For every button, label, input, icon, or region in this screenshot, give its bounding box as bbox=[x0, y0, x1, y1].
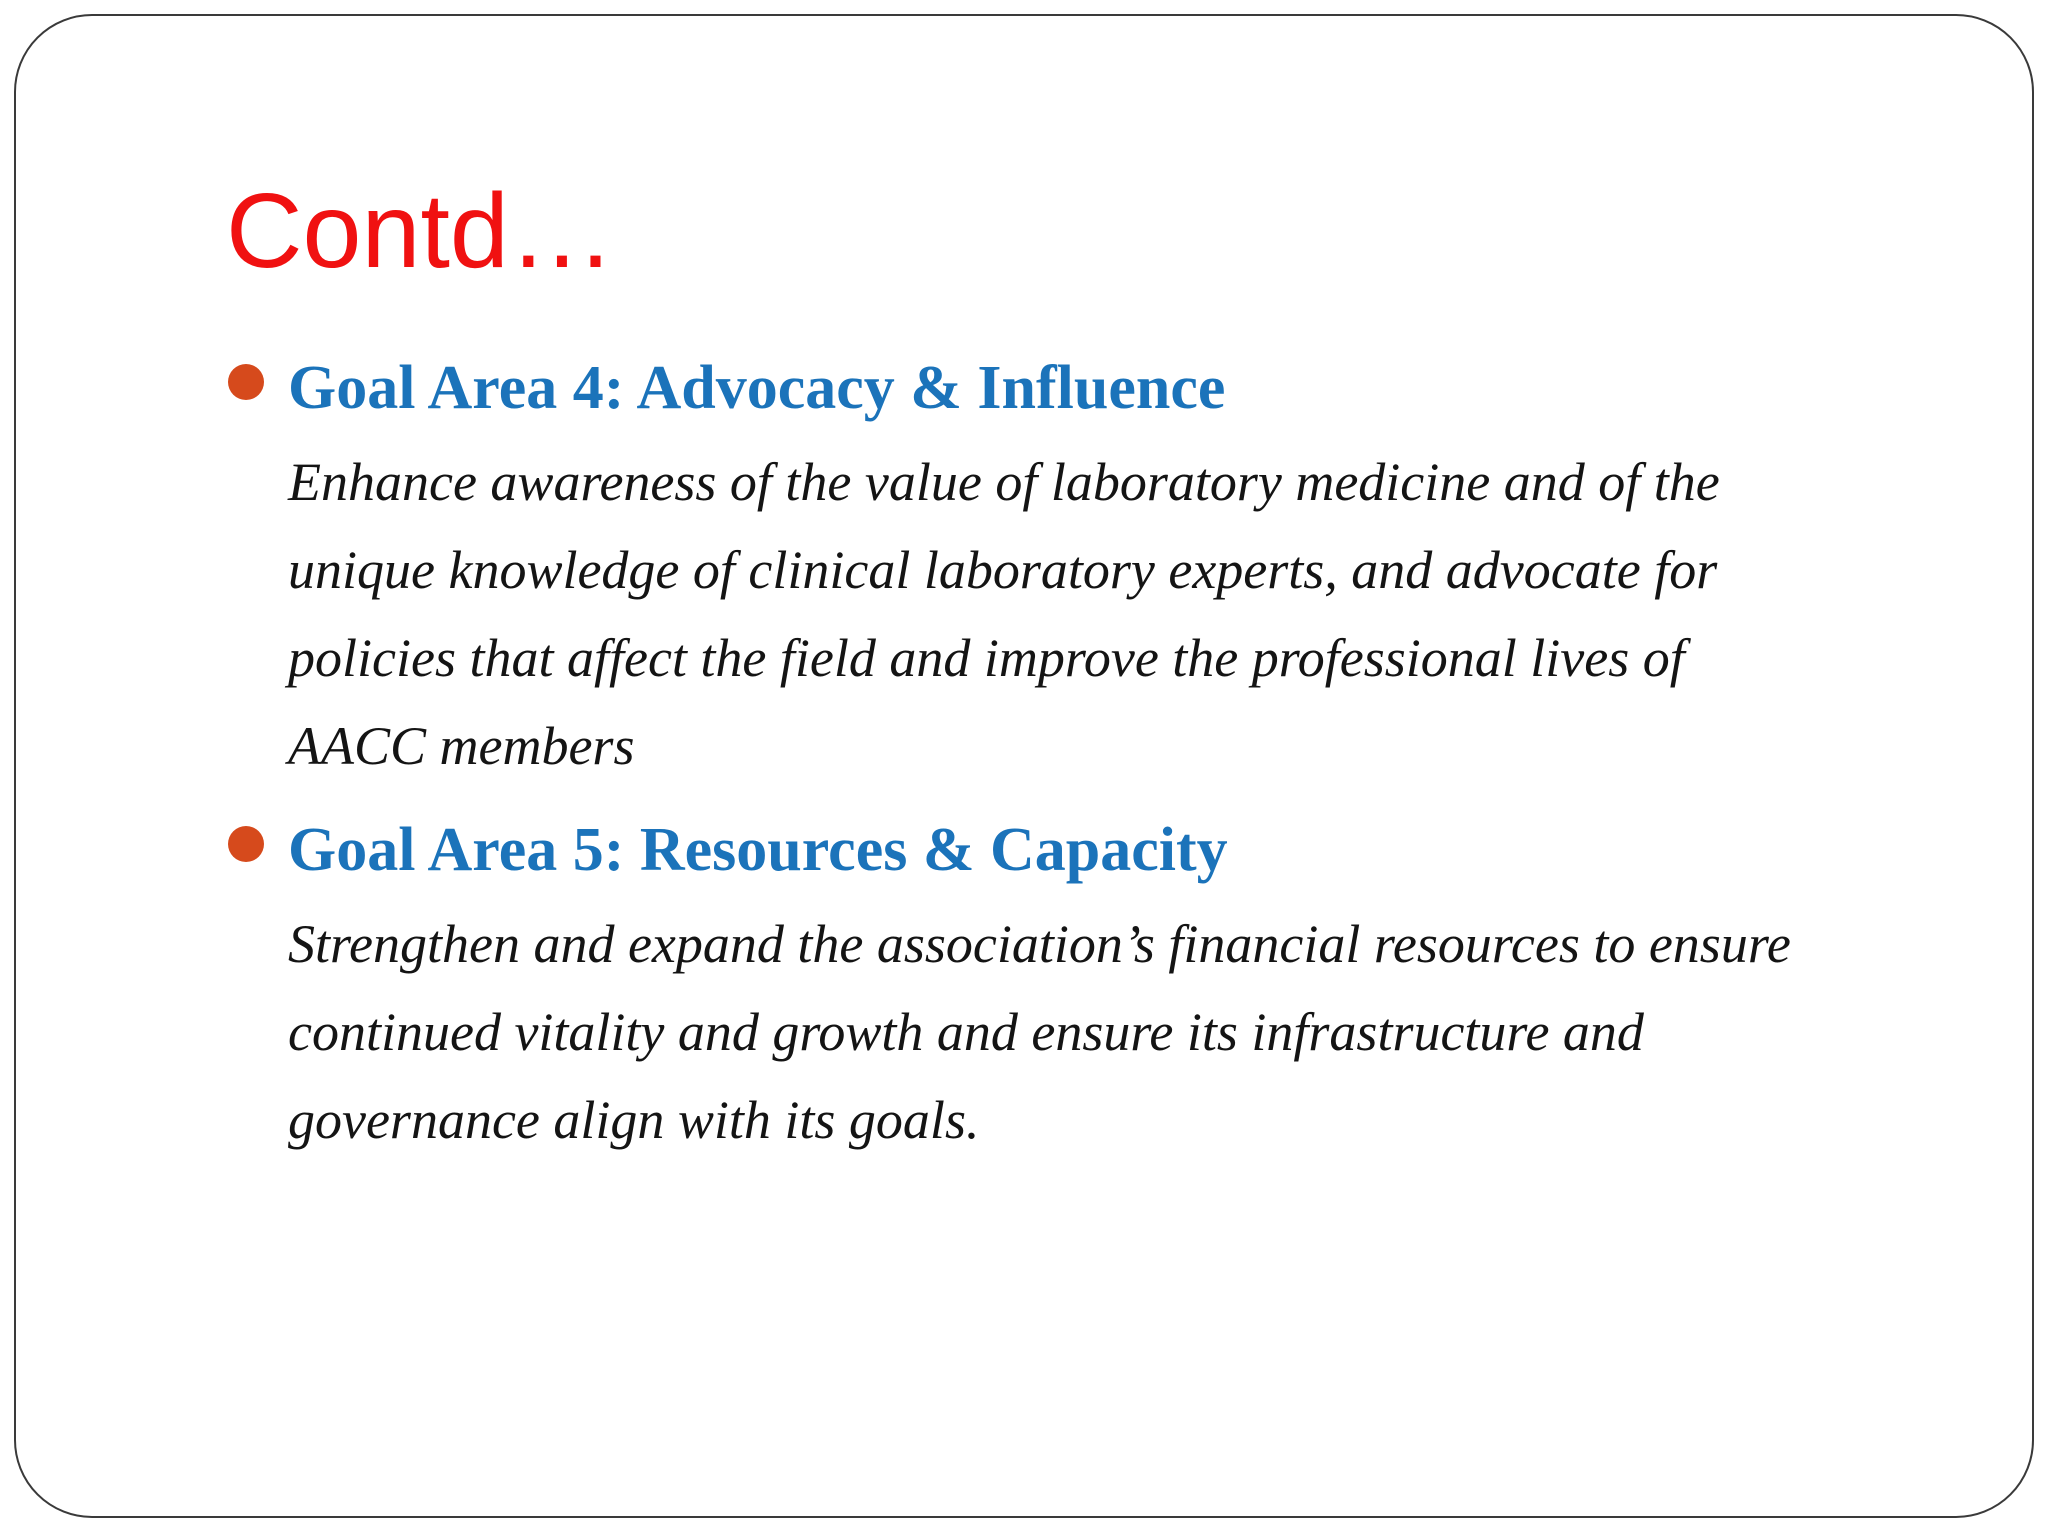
goal-area-4 bbox=[226, 338, 1946, 790]
slide-title: Contd… bbox=[226, 172, 615, 290]
goal-description-line: Strengthen and expand the association’s financial resources to ensure bbox=[288, 914, 1791, 974]
goal-heading-text: Goal Area 5: Resources & Capacity bbox=[288, 816, 1228, 884]
goal-description-line: unique knowledge of clinical laboratory experts, and advocate for bbox=[288, 540, 1718, 600]
goal-description-line: AACC members bbox=[288, 716, 635, 776]
goal-description-line: governance align with its goals. bbox=[288, 1090, 980, 1150]
goal-heading bbox=[226, 800, 1946, 900]
bullet-icon bbox=[228, 826, 264, 862]
goal-description bbox=[226, 900, 1946, 1164]
goal-description-line: continued vitality and growth and ensure its infrastructure and bbox=[288, 1002, 1644, 1062]
goal-area-5 bbox=[226, 800, 1946, 1164]
bullet-icon bbox=[228, 364, 264, 400]
goal-heading bbox=[226, 338, 1946, 438]
goal-heading-text: Goal Area 4: Advocacy & Influence bbox=[288, 354, 1226, 422]
goal-description-line: policies that affect the field and improve the professional lives of bbox=[288, 628, 1685, 688]
goal-description-line: Enhance awareness of the value of laboratory medicine and of the bbox=[288, 452, 1720, 512]
goal-description bbox=[226, 438, 1946, 790]
